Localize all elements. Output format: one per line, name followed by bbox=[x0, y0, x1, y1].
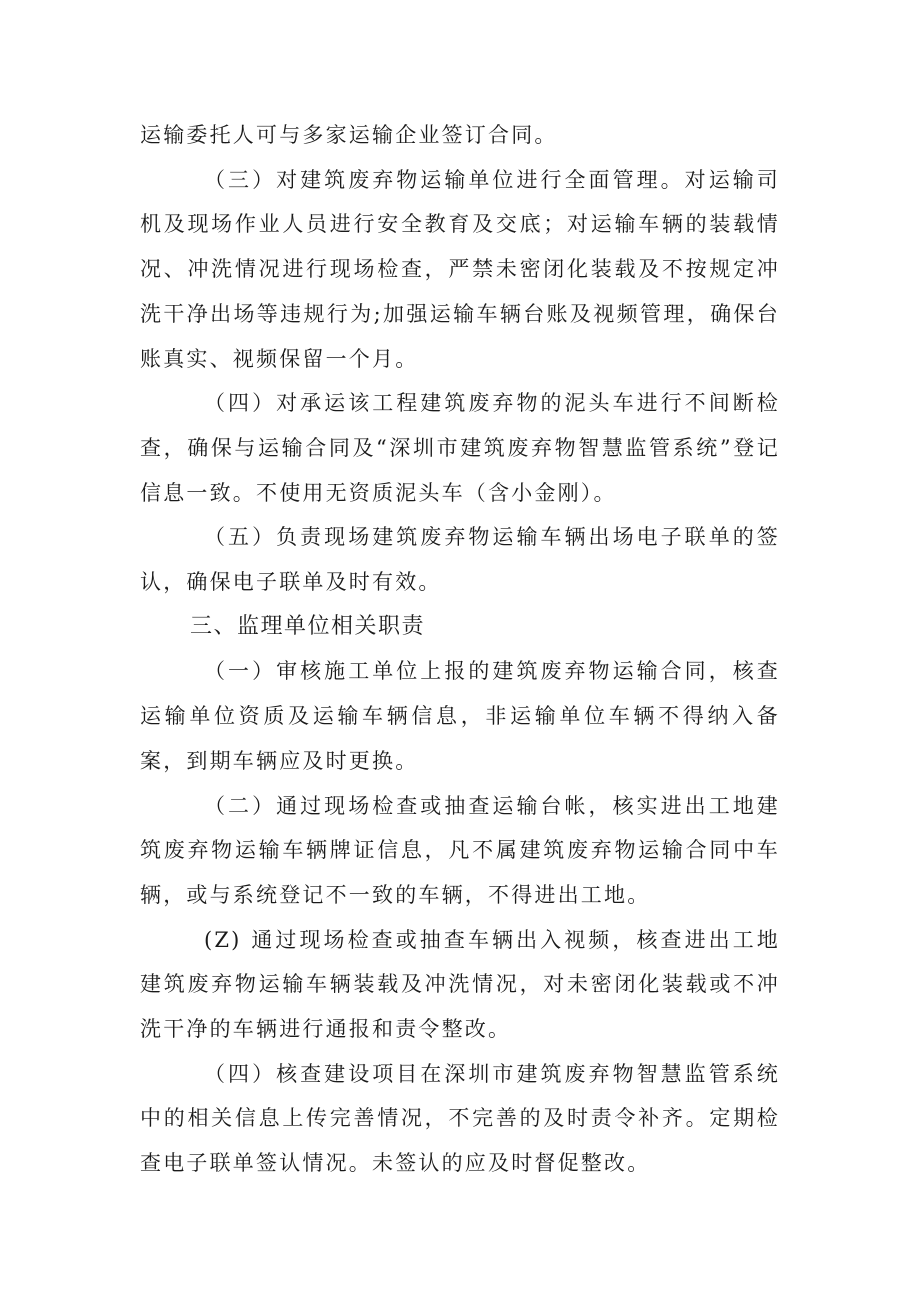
paragraph-item-5-electronic-manifest: （五）负责现场建筑废弃物运输车辆出场电子联单的签认，确保电子联单及时有效。 bbox=[140, 525, 780, 595]
paragraph-contract-note: 运输委托人可与多家运输企业签订合同。 bbox=[140, 123, 558, 147]
paragraph-item-4-truck-inspection: （四）对承运该工程建筑废弃物的泥头车进行不间断检查，确保与运输合同及“深圳市建筑废弃物智慧监管系统”登记信息一致。不使用无资质泥头车（含小金刚）。 bbox=[140, 391, 780, 505]
paragraph-supervisor-item-2: （二）通过现场检查或抽查运输台帐，核实进出工地建筑废弃物运输车辆牌证信息，凡不属建筑废弃物运输合同中车辆，或与系统登记不一致的车辆，不得进出工地。 bbox=[140, 793, 780, 907]
paragraph-supervisor-item-3: (Z) 通过现场检查或抽查车辆出入视频，核查进出工地建筑废弃物运输车辆装载及冲洗情况，对未密闭化装载或不冲洗干净的车辆进行通报和责令整改。 bbox=[140, 927, 780, 1042]
paragraph-supervisor-item-4: （四）核查建设项目在深圳市建筑废弃物智慧监管系统中的相关信息上传完善情况，不完善的及时责令补齐。定期检查电子联单签认情况。未签认的应及时督促整改。 bbox=[140, 1061, 780, 1176]
paragraph-item-3-transport-management: （三）对建筑废弃物运输单位进行全面管理。对运输司机及现场作业人员进行安全教育及交底；对运输车辆的装载情况、冲洗情况进行现场检查，严禁未密闭化装载及不按规定冲洗干净出场等违规行为;加强运输车辆台账及视频管理，确保台账真实、视频保留一个月。 bbox=[140, 167, 780, 371]
paragraph-supervisor-item-1: （一）审核施工单位上报的建筑废弃物运输合同，核查运输单位资质及运输车辆信息，非运输单位车辆不得纳入备案，到期车辆应及时更换。 bbox=[140, 659, 780, 773]
document-body bbox=[140, 113, 780, 1186]
section-heading-supervisor-duties: 三、监理单位相关职责 bbox=[190, 613, 426, 639]
